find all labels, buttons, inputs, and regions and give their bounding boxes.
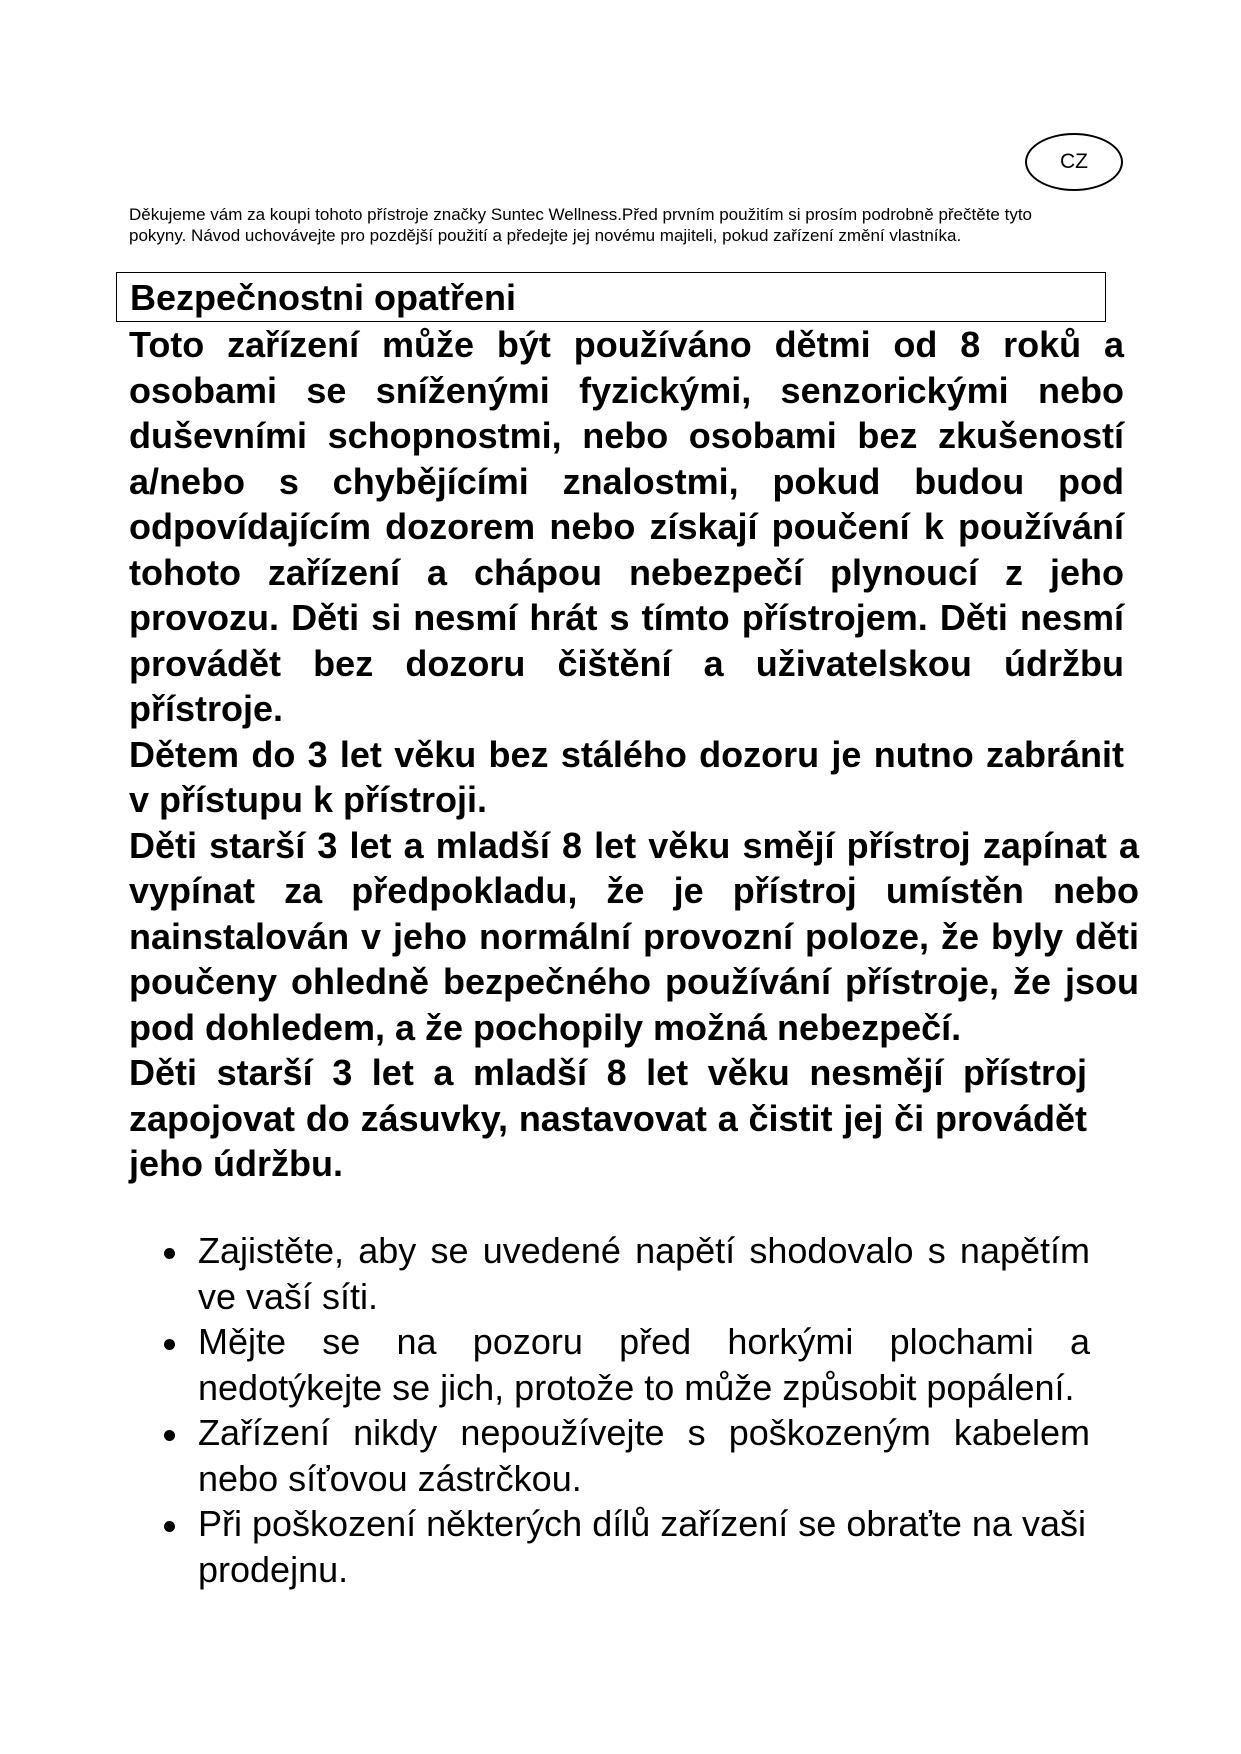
list-item-text: Zařízení nikdy nepoužívejte s poškozeným kabelem nebo síťovou zástrčkou. bbox=[198, 1412, 1090, 1499]
warning-paragraph: Dětem do 3 let věku bez stálého dozoru je nutno zabránit v přístupu k přístroji. bbox=[129, 733, 1124, 820]
intro-text: Děkujeme vám za koupi tohoto přístroje značky Suntec Wellness.Před prvním použitím si prosím podrobně přečtěte tyto pokyny. Návod uchovávejte pro pozdější použití a předejte jej novému majiteli, pokud zařízení změní vlastníka. bbox=[129, 205, 1032, 245]
list-item bbox=[160, 1501, 1090, 1592]
language-badge bbox=[1025, 133, 1123, 191]
bullet-icon bbox=[164, 1339, 175, 1350]
list-item-text: Mějte se na pozoru před horkými plochami a nedotýkejte se jich, protože to může způsobit popálení. bbox=[198, 1321, 1090, 1408]
list-item bbox=[160, 1410, 1090, 1501]
bullet-icon bbox=[164, 1430, 175, 1441]
list-item bbox=[160, 1228, 1090, 1319]
list-item bbox=[160, 1319, 1090, 1410]
safety-bullet-list bbox=[160, 1228, 1090, 1592]
bullet-icon bbox=[164, 1521, 175, 1532]
warning-paragraph: Děti starší 3 let a mladší 8 let věku smějí přístroj zapínat a vypínat za předpokladu, že je přístroj umístěn nebo nainstalován v jeho normální provozní poloze, že byly děti poučeny ohledně bezpečného používání přístroje, že jsou pod dohledem, a že pochopily možná nebezpečí. bbox=[129, 824, 1139, 1048]
language-code: CZ bbox=[1060, 150, 1088, 173]
list-item-text: Zajistěte, aby se uvedené napětí shodovalo s napětím ve vaší síti. bbox=[198, 1230, 1090, 1317]
list-item-text: Při poškození některých dílů zařízení se obraťte na vaši prodejnu. bbox=[198, 1503, 1086, 1590]
warning-paragraph: Děti starší 3 let a mladší 8 let věku nesmějí přístroj zapojovat do zásuvky, nastavovat a čistit jej či provádět jeho údržbu. bbox=[129, 1052, 1087, 1184]
bullet-icon bbox=[164, 1248, 175, 1259]
safety-warnings bbox=[129, 322, 1139, 1187]
section-title: Bezpečnostni opatřeni bbox=[130, 277, 517, 318]
warning-paragraph: Toto zařízení může být používáno dětmi od 8 roků a osobami se sníženými fyzickými, senzorickými nebo duševními schopnostmi, nebo osobami bez zkušeností a/nebo s chybějícími znalostmi, pokud budou pod odpovídajícím dozorem nebo získají poučení k používání tohoto zařízení a chápou nebezpečí plynoucí z jeho provozu. Děti si nesmí hrát s tímto přístrojem. Děti nesmí provádět bez dozoru čištění a uživatelskou údržbu přístroje. bbox=[129, 324, 1124, 729]
